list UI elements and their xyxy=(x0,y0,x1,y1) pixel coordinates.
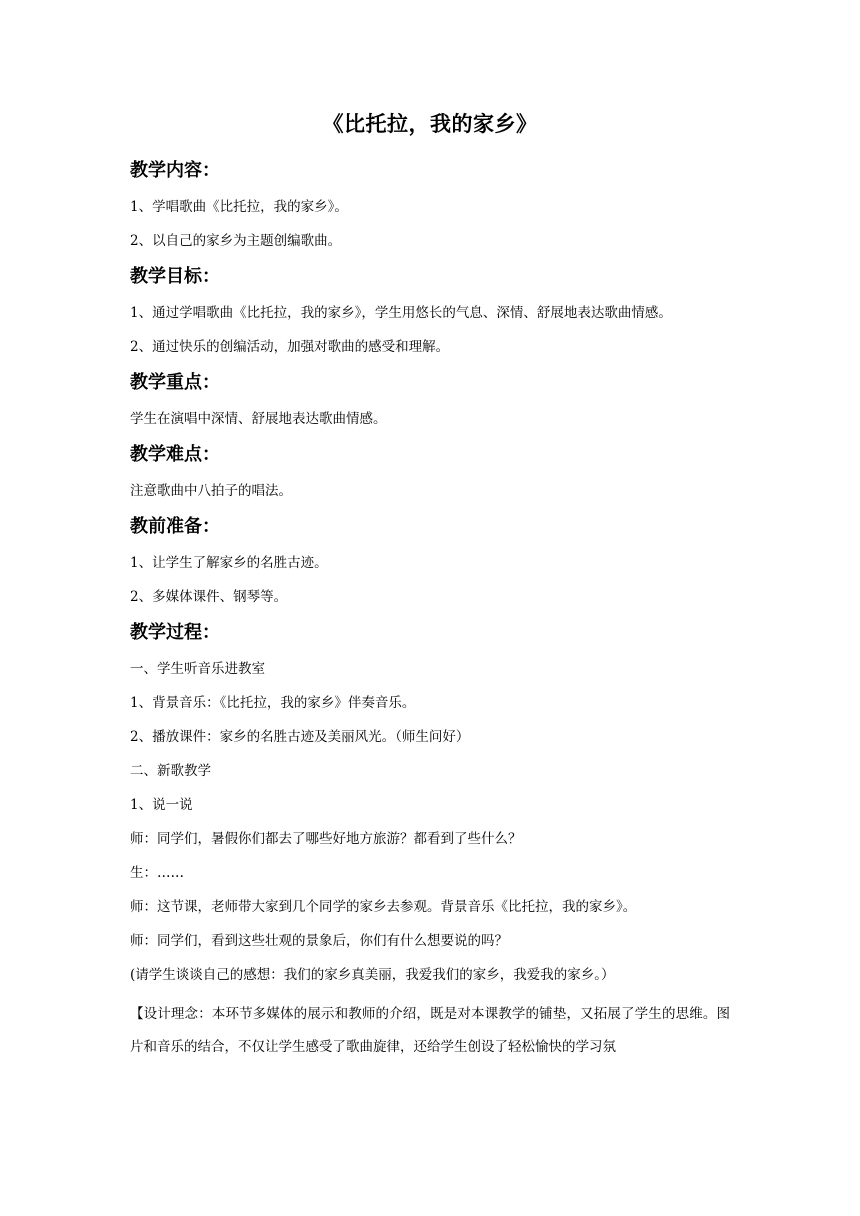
paragraph: 二、新歌教学 xyxy=(130,763,211,779)
paragraph: (请学生谈谈自己的感想：我们的家乡真美丽，我爱我们的家乡，我爱我的家乡。） xyxy=(130,967,615,983)
paragraph: 2、以自己的家乡为主题创编歌曲。 xyxy=(130,233,342,249)
paragraph: 1、通过学唱歌曲《比托拉，我的家乡》，学生用悠长的气息、深情、舒展地表达歌曲情感。 xyxy=(130,305,672,321)
paragraph: 2、通过快乐的创编活动，加强对歌曲的感受和理解。 xyxy=(130,339,450,355)
section-key-points xyxy=(130,370,730,430)
paragraph: 师：这节课，老师带大家到几个同学的家乡去参观。背景音乐《比托拉，我的家乡》。 xyxy=(130,899,637,915)
paragraph: 1、背景音乐：《比托拉，我的家乡》伴奏音乐。 xyxy=(130,695,416,711)
paragraph: 师：同学们，看到这些壮观的景象后，你们有什么想要说的吗？ xyxy=(130,933,508,949)
section-heading: 教学内容： xyxy=(130,160,220,181)
paragraph: 一、学生听音乐进教室 xyxy=(130,661,265,677)
section-content xyxy=(130,158,730,252)
paragraph: 注意歌曲中八拍子的唱法。 xyxy=(130,483,292,499)
section-difficulties xyxy=(130,442,730,502)
document-title: 《比托拉，我的家乡》 xyxy=(322,112,538,136)
section-objectives xyxy=(130,264,730,358)
section-process xyxy=(130,620,730,1064)
section-heading: 教前准备： xyxy=(130,516,220,537)
paragraph: 1、学唱歌曲《比托拉，我的家乡》。 xyxy=(130,199,348,215)
paragraph: 2、多媒体课件、钢琴等。 xyxy=(130,589,288,605)
paragraph: 1、让学生了解家乡的名胜古迹。 xyxy=(130,555,328,571)
paragraph: 学生在演唱中深情、舒展地表达歌曲情感。 xyxy=(130,411,387,427)
section-heading: 教学难点： xyxy=(130,444,220,465)
paragraph: 师：同学们，暑假你们都去了哪些好地方旅游？都看到了些什么？ xyxy=(130,831,522,847)
document-page xyxy=(130,110,730,1064)
section-preparation xyxy=(130,514,730,608)
section-heading: 教学重点： xyxy=(130,372,220,393)
design-note: 【设计理念：本环节多媒体的展示和教师的介绍，既是对本课教学的铺垫，又拓展了学生的思维。图片和音乐的结合，不仅让学生感受了歌曲旋律，还给学生创设了轻松愉快的学习氛 xyxy=(130,1006,730,1055)
section-heading: 教学目标： xyxy=(130,266,220,287)
paragraph: 1、说一说 xyxy=(130,797,193,813)
paragraph: 2、播放课件：家乡的名胜古迹及美丽风光。（师生问好） xyxy=(130,729,470,745)
paragraph: 生：…… xyxy=(130,865,184,881)
section-heading: 教学过程： xyxy=(130,622,220,643)
